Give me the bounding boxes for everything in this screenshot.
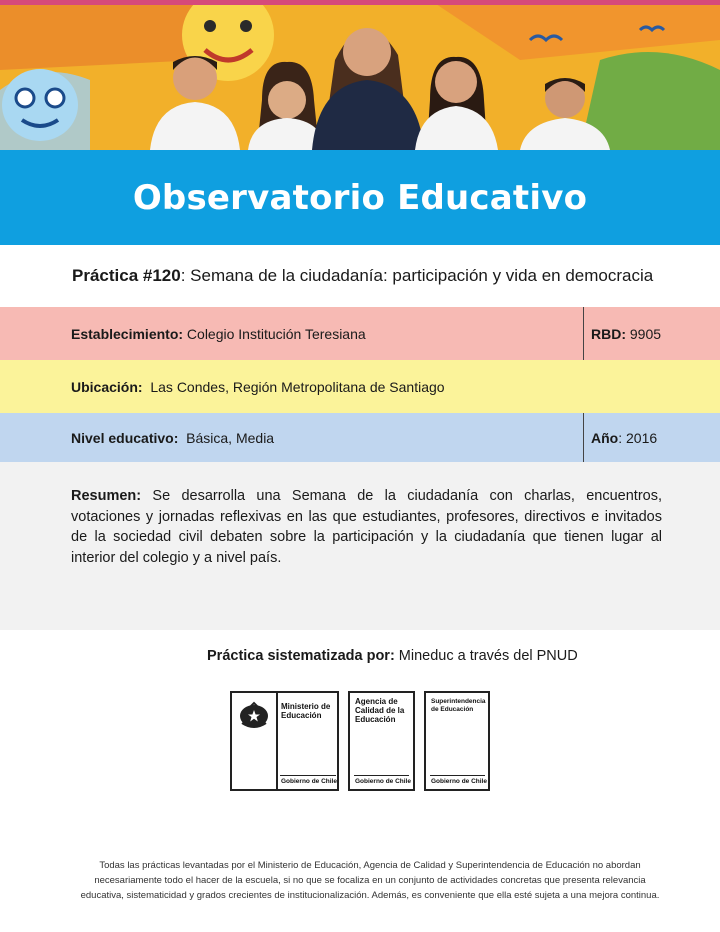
- agencia-line3: Educación: [355, 715, 396, 724]
- ministerio-logo-text: [281, 702, 330, 720]
- agencia-line2: Calidad de la: [355, 706, 405, 715]
- hero-illustration: [0, 0, 720, 150]
- superintendencia-line1: Superintendencia: [431, 698, 486, 705]
- ministerio-gobierno-label: Gobierno de Chile: [281, 778, 337, 785]
- superintendencia-logo: [424, 691, 490, 791]
- level-value: Básica, Media: [178, 429, 275, 446]
- footer-line2: necesariamente todo el hacer de la escuela, si no que se focaliza en un conjunto de actividades concretas que presenta relevancia: [94, 875, 646, 886]
- ministerio-educacion-logo: [230, 691, 339, 791]
- location-label: Ubicación:: [71, 378, 143, 395]
- superintendencia-gobierno-label: Gobierno de Chile: [431, 778, 487, 785]
- location-row: [0, 360, 720, 413]
- establishment-label: Establecimiento:: [71, 325, 184, 342]
- superintendencia-logo-text: [431, 698, 486, 714]
- rbd-cell: [583, 307, 720, 360]
- establishment-value: Colegio Institución Teresiana: [183, 325, 366, 342]
- summary-section: [0, 462, 720, 630]
- footer-disclaimer: [60, 858, 680, 903]
- ministerio-line2: Educación: [281, 711, 322, 720]
- title-band: [0, 150, 720, 245]
- ministerio-line1: Ministerio de: [281, 702, 331, 711]
- systematized-by: [207, 648, 578, 664]
- footer-line3: educativa, sistematicidad y grados crecientes de institucionalización. Además, es conveniente que ella esté sujeta a una mejora continua.: [80, 890, 660, 901]
- summary-label: Resumen:: [71, 488, 142, 504]
- year-label: Año: [591, 429, 619, 446]
- hero-top-stripe: [0, 0, 720, 5]
- summary-text: Se desarrolla una Semana de la ciudadanía con charlas, encuentros, votaciones y jornadas reflexivas en las que estudiantes, profesores, directivos e invitados de la sociedad civil debaten sobre la participación y la ciudadanía que tienen lugar al interior del colegio y a nivel país.: [71, 488, 662, 566]
- rbd-value: 9905: [626, 325, 662, 342]
- agencia-logo-text: [355, 697, 404, 724]
- agencia-calidad-logo: [348, 691, 415, 791]
- rbd-label: RBD:: [591, 325, 626, 342]
- establishment-row: [0, 307, 720, 360]
- agencia-gobierno-label: Gobierno de Chile: [355, 778, 411, 785]
- level-row: [0, 413, 720, 462]
- practice-row: [0, 245, 720, 307]
- level-cell: [0, 413, 583, 462]
- practice-name: : Semana de la ciudadanía: participación y vida en democracia: [180, 266, 654, 285]
- systematized-label: Práctica sistematizada por:: [207, 648, 395, 664]
- level-label: Nivel educativo:: [71, 429, 179, 446]
- year-cell: [583, 413, 720, 462]
- superintendencia-line2: de Educación: [431, 706, 474, 713]
- logo-divider: [276, 693, 278, 789]
- logo-underline: [280, 775, 336, 776]
- footer-line1: Todas las prácticas levantadas por el Ministerio de Educación, Agencia de Calidad y Superintendencia de Educación no abordan: [99, 860, 641, 871]
- location-value: Las Condes, Región Metropolitana de Santiago: [142, 378, 445, 395]
- summary-paragraph: [71, 486, 662, 568]
- page-title: Observatorio Educativo: [132, 177, 588, 218]
- location-cell: [0, 360, 720, 413]
- establishment-cell: [0, 307, 583, 360]
- practice-number: Práctica #120: [72, 266, 181, 285]
- logo-underline: [430, 775, 485, 776]
- year-value: : 2016: [618, 429, 658, 446]
- chile-coat-of-arms-icon: [234, 699, 274, 733]
- logo-underline: [354, 775, 409, 776]
- hero-photo: [0, 0, 720, 150]
- systematized-value: Mineduc a través del PNUD: [394, 648, 578, 664]
- agencia-line1: Agencia de: [355, 697, 398, 706]
